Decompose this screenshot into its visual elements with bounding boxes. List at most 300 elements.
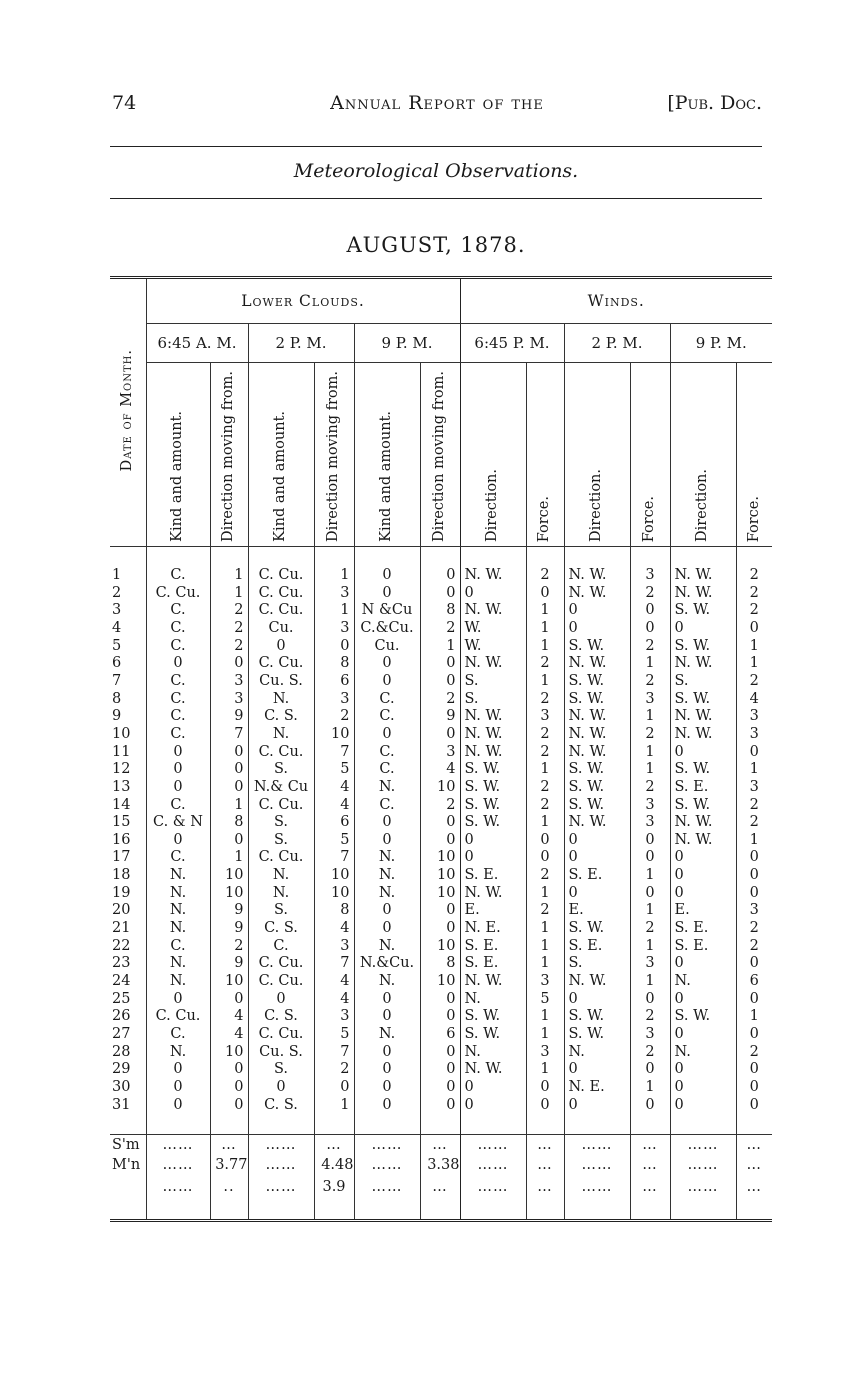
clouds-kind-9pm-cell: 0 [354,726,420,744]
clouds-dir-am-cell: 9 [210,955,248,973]
clouds-kind-9pm-cell: N. [354,973,420,991]
clouds-kind-am-cell: 0 [146,1061,210,1079]
col-direction-645pm: Direction. [460,363,526,547]
wind-dir-645pm-cell: S. W. [460,797,526,815]
wind-force-9pm-cell: 1 [736,832,772,850]
clouds-kind-am-cell: C. [146,567,210,585]
wind-dir-9pm-cell: N. W. [670,726,736,744]
clouds-dir-2pm-cell: 7 [314,744,354,762]
clouds-kind-9pm-cell: N &Cu [354,602,420,620]
clouds-kind-9pm-cell: 0 [354,1097,420,1115]
clouds-kind-2pm-cell: C. S. [248,1097,314,1115]
clouds-dir-am-cell: 4 [210,1026,248,1044]
wind-force-2pm-cell: 0 [630,602,670,620]
wind-dir-645pm-cell: S. W. [460,1008,526,1026]
lower-clouds-header: Lower Clouds. [146,278,460,324]
wind-force-2pm-cell: 0 [630,849,670,867]
wind-dir-645pm-cell: N. [460,991,526,1009]
clouds-kind-9pm-cell: N. [354,849,420,867]
wind-dir-2pm-cell: S. W. [564,920,630,938]
clouds-dir-9pm-cell: 0 [420,902,460,920]
clouds-kind-2pm-cell: C. S. [248,920,314,938]
wind-force-9pm-cell: 3 [736,708,772,726]
mean-am: 3.77 [210,1155,248,1175]
clouds-kind-am-cell: N. [146,955,210,973]
clouds-kind-am-cell: 0 [146,991,210,1009]
winds-time-2pm: 2 P. M. [564,324,670,363]
clouds-dir-2pm-cell: 0 [314,1079,354,1097]
wind-force-9pm-cell: 0 [736,885,772,903]
date-cell: 15 [112,814,131,831]
wind-force-2pm-cell: 2 [630,726,670,744]
clouds-dir-am-cell: 3 [210,691,248,709]
clouds-dir-2pm-cell: 3 [314,938,354,956]
clouds-dir-am-cell: 10 [210,1044,248,1062]
clouds-kind-am-cell: C. Cu. [146,1008,210,1026]
wind-dir-2pm-cell: 0 [564,620,630,638]
clouds-kind-am-cell: C. & N [146,814,210,832]
date-cell: 22 [112,937,131,954]
wind-force-9pm-cell: 2 [736,920,772,938]
wind-force-2pm-cell: 2 [630,1008,670,1026]
clouds-dir-am-cell: 0 [210,1061,248,1079]
clouds-dir-9pm-cell: 0 [420,920,460,938]
wind-force-645pm-cell: 2 [526,902,564,920]
clouds-kind-2pm-cell: Cu. S. [248,1044,314,1062]
clouds-kind-9pm-cell: C. [354,744,420,762]
clouds-dir-2pm-cell: 7 [314,955,354,973]
date-cell: 29 [112,1061,131,1078]
wind-dir-645pm-cell: N. W. [460,726,526,744]
wind-dir-2pm-cell: E. [564,902,630,920]
clouds-dir-2pm-cell: 2 [314,1061,354,1079]
wind-dir-9pm-cell: S. E. [670,779,736,797]
date-cell: 9 [112,708,122,725]
clouds-kind-am-cell: C. Cu. [146,585,210,603]
clouds-dir-am-cell: 0 [210,761,248,779]
table-row [110,655,772,673]
clouds-dir-9pm-cell: 2 [420,620,460,638]
wind-dir-645pm-cell: 0 [460,849,526,867]
clouds-kind-2pm-cell: 0 [248,638,314,656]
date-cell: 1 [112,566,122,583]
clouds-dir-9pm-cell: 0 [420,1044,460,1062]
clouds-dir-2pm-cell: 8 [314,655,354,673]
clouds-kind-2pm-cell: N. [248,691,314,709]
col-kind-9pm: Kind and amount. [354,363,420,547]
wind-dir-9pm-cell: E. [670,902,736,920]
wind-force-645pm-cell: 5 [526,991,564,1009]
clouds-dir-am-cell: 1 [210,797,248,815]
wind-force-2pm-cell: 2 [630,779,670,797]
clouds-kind-2pm-cell: N. [248,885,314,903]
clouds-kind-am-cell: N. [146,1044,210,1062]
clouds-dir-9pm-cell: 10 [420,885,460,903]
clouds-kind-am-cell: C. [146,797,210,815]
wind-force-645pm-cell: 2 [526,726,564,744]
clouds-kind-am-cell: 0 [146,1079,210,1097]
wind-force-645pm-cell: 2 [526,744,564,762]
wind-dir-9pm-cell: 0 [670,867,736,885]
clouds-dir-9pm-cell: 6 [420,1026,460,1044]
clouds-dir-9pm-cell: 0 [420,567,460,585]
wind-force-645pm-cell: 2 [526,797,564,815]
wind-force-2pm-cell: 0 [630,885,670,903]
wind-dir-2pm-cell: N. W. [564,744,630,762]
sum-row: S'm …… … …… … …… … …… … …… … …… … [110,1135,772,1156]
clouds-dir-9pm-cell: 10 [420,938,460,956]
wind-dir-645pm-cell: 0 [460,832,526,850]
header-rule [110,146,762,147]
clouds-dir-2pm-cell: 7 [314,849,354,867]
table-row [110,673,772,691]
table-row [110,602,772,620]
table-row [110,885,772,903]
wind-force-2pm-cell: 3 [630,814,670,832]
clouds-kind-2pm-cell: 0 [248,1079,314,1097]
page-header [112,92,762,116]
wind-dir-645pm-cell: S. W. [460,814,526,832]
mean-9pm: 3.38 [420,1155,460,1175]
wind-force-645pm-cell: 1 [526,602,564,620]
wind-dir-2pm-cell: S. W. [564,638,630,656]
date-cell: 2 [112,584,122,601]
wind-force-2pm-cell: 1 [630,973,670,991]
clouds-kind-2pm-cell: 0 [248,991,314,1009]
wind-force-9pm-cell: 0 [736,1061,772,1079]
clouds-kind-2pm-cell: C. Cu. [248,602,314,620]
wind-dir-2pm-cell: N. W. [564,585,630,603]
wind-dir-9pm-cell: S. W. [670,602,736,620]
running-right-title: [Pub. Doc. [667,92,762,114]
table-row [110,620,772,638]
clouds-dir-9pm-cell: 0 [420,1008,460,1026]
date-cell: 10 [112,725,131,742]
wind-force-2pm-cell: 2 [630,920,670,938]
wind-force-2pm-cell: 1 [630,655,670,673]
clouds-kind-9pm-cell: C.&Cu. [354,620,420,638]
date-cell: 5 [112,637,122,654]
month-title: AUGUST, 1878. [346,233,526,257]
clouds-dir-9pm-cell: 3 [420,744,460,762]
clouds-dir-am-cell: 0 [210,655,248,673]
clouds-dir-am-cell: 0 [210,744,248,762]
wind-dir-645pm-cell: S. [460,691,526,709]
wind-dir-645pm-cell: E. [460,902,526,920]
clouds-dir-2pm-cell: 3 [314,1008,354,1026]
col-dirmov-am: Direction moving from. [210,363,248,547]
clouds-dir-am-cell: 2 [210,602,248,620]
wind-dir-9pm-cell: S. E. [670,938,736,956]
clouds-dir-am-cell: 8 [210,814,248,832]
date-cell: 14 [112,796,131,813]
clouds-dir-am-cell: 1 [210,585,248,603]
wind-dir-9pm-cell: 0 [670,1026,736,1044]
clouds-kind-am-cell: C. [146,1026,210,1044]
section-title: Meteorological Observations. [293,160,579,182]
wind-force-9pm-cell: 2 [736,938,772,956]
clouds-dir-am-cell: 2 [210,638,248,656]
clouds-kind-9pm-cell: 0 [354,585,420,603]
clouds-kind-2pm-cell: C. Cu. [248,955,314,973]
wind-force-645pm-cell: 3 [526,708,564,726]
clouds-dir-2pm-cell: 4 [314,991,354,1009]
wind-dir-645pm-cell: S. E. [460,955,526,973]
wind-dir-9pm-cell: S. [670,673,736,691]
clouds-kind-2pm-cell: C. Cu. [248,744,314,762]
col-direction-9pm: Direction. [670,363,736,547]
wind-dir-2pm-cell: S. W. [564,1008,630,1026]
wind-dir-9pm-cell: S. W. [670,797,736,815]
clouds-kind-am-cell: C. [146,602,210,620]
clouds-kind-am-cell: N. [146,902,210,920]
wind-force-2pm-cell: 3 [630,797,670,815]
wind-force-2pm-cell: 3 [630,567,670,585]
clouds-dir-2pm-cell: 6 [314,673,354,691]
clouds-kind-am-cell: C. [146,849,210,867]
clouds-kind-am-cell: C. [146,673,210,691]
clouds-dir-2pm-cell: 8 [314,902,354,920]
date-cell: 6 [112,655,122,672]
wind-dir-645pm-cell: 0 [460,1097,526,1115]
col-dirmov-9pm: Direction moving from. [420,363,460,547]
wind-dir-2pm-cell: 0 [564,991,630,1009]
table-row [110,1044,772,1062]
clouds-dir-2pm-cell: 10 [314,867,354,885]
wind-dir-9pm-cell: N. [670,1044,736,1062]
wind-force-2pm-cell: 3 [630,955,670,973]
wind-dir-2pm-cell: 0 [564,1097,630,1115]
wind-dir-645pm-cell: W. [460,638,526,656]
clouds-kind-2pm-cell: Cu. [248,620,314,638]
clouds-kind-2pm-cell: C. Cu. [248,797,314,815]
table-row [110,761,772,779]
wind-force-9pm-cell: 0 [736,849,772,867]
wind-force-645pm-cell: 1 [526,673,564,691]
wind-dir-2pm-cell: N. W. [564,973,630,991]
wind-dir-9pm-cell: 0 [670,955,736,973]
clouds-dir-am-cell: 9 [210,708,248,726]
table-row [110,1079,772,1097]
wind-force-2pm-cell: 1 [630,1079,670,1097]
wind-dir-645pm-cell: N. W. [460,567,526,585]
wind-dir-645pm-cell: W. [460,620,526,638]
date-cell: 26 [112,1008,131,1025]
clouds-dir-9pm-cell: 10 [420,867,460,885]
table-row [110,797,772,815]
clouds-kind-am-cell: C. [146,708,210,726]
clouds-kind-2pm-cell: C. Cu. [248,567,314,585]
clouds-dir-9pm-cell: 0 [420,655,460,673]
clouds-dir-am-cell: 7 [210,726,248,744]
clouds-kind-9pm-cell: C. [354,797,420,815]
clouds-dir-2pm-cell: 5 [314,832,354,850]
clouds-kind-2pm-cell: N.& Cu [248,779,314,797]
table-row [110,814,772,832]
clouds-dir-2pm-cell: 4 [314,920,354,938]
clouds-dir-2pm-cell: 1 [314,567,354,585]
clouds-dir-9pm-cell: 10 [420,973,460,991]
wind-dir-9pm-cell: 0 [670,620,736,638]
clouds-dir-am-cell: 1 [210,849,248,867]
clouds-dir-2pm-cell: 10 [314,726,354,744]
wind-dir-9pm-cell: 0 [670,849,736,867]
wind-dir-645pm-cell: N. W. [460,1061,526,1079]
wind-force-9pm-cell: 0 [736,744,772,762]
wind-force-645pm-cell: 0 [526,849,564,867]
wind-dir-2pm-cell: N. W. [564,567,630,585]
clouds-kind-9pm-cell: 0 [354,902,420,920]
table-row [110,938,772,956]
wind-dir-9pm-cell: S. W. [670,1008,736,1026]
clouds-dir-9pm-cell: 0 [420,991,460,1009]
col-direction-2pm: Direction. [564,363,630,547]
wind-dir-2pm-cell: S. [564,955,630,973]
date-cell: 7 [112,672,122,689]
clouds-kind-2pm-cell: C. Cu. [248,849,314,867]
clouds-kind-9pm-cell: 0 [354,567,420,585]
wind-force-2pm-cell: 1 [630,938,670,956]
wind-force-9pm-cell: 2 [736,673,772,691]
date-cell: 4 [112,619,122,636]
date-cell: 31 [112,1096,131,1113]
clouds-kind-am-cell: N. [146,867,210,885]
table-row [110,902,772,920]
wind-force-645pm-cell: 1 [526,885,564,903]
clouds-kind-9pm-cell: 0 [354,655,420,673]
clouds-kind-9pm-cell: N. [354,1026,420,1044]
clouds-kind-2pm-cell: C. Cu. [248,655,314,673]
wind-dir-9pm-cell: 0 [670,991,736,1009]
table-row [110,691,772,709]
clouds-kind-am-cell: C. [146,726,210,744]
clouds-dir-2pm-cell: 6 [314,814,354,832]
table-row [110,1026,772,1044]
wind-dir-9pm-cell: 0 [670,885,736,903]
wind-force-645pm-cell: 1 [526,938,564,956]
clouds-kind-9pm-cell: Cu. [354,638,420,656]
wind-force-9pm-cell: 3 [736,902,772,920]
clouds-dir-2pm-cell: 2 [314,708,354,726]
clouds-dir-2pm-cell: 4 [314,973,354,991]
clouds-dir-2pm-cell: 5 [314,1026,354,1044]
wind-dir-9pm-cell: N. W. [670,567,736,585]
wind-dir-2pm-cell: N. W. [564,655,630,673]
clouds-time-9pm: 9 P. M. [354,324,460,363]
observations-table [110,276,772,1222]
wind-dir-645pm-cell: 0 [460,1079,526,1097]
wind-force-2pm-cell: 2 [630,638,670,656]
date-cell: 27 [112,1026,131,1043]
table-row [110,867,772,885]
wind-force-9pm-cell: 0 [736,991,772,1009]
wind-dir-2pm-cell: S. W. [564,761,630,779]
wind-dir-2pm-cell: S. W. [564,691,630,709]
col-force-9pm: Force. [736,363,772,547]
wind-force-9pm-cell: 0 [736,1079,772,1097]
clouds-kind-9pm-cell: 0 [354,1061,420,1079]
clouds-dir-am-cell: 10 [210,973,248,991]
clouds-dir-am-cell: 0 [210,991,248,1009]
date-cell: 3 [112,602,122,619]
col-dirmov-2pm: Direction moving from. [314,363,354,547]
wind-force-645pm-cell: 2 [526,779,564,797]
wind-force-645pm-cell: 1 [526,955,564,973]
mean-row: M'n …… 3.77 …… 4.48 …… 3.38 …… … …… … …… … [110,1155,772,1175]
wind-dir-645pm-cell: N. W. [460,973,526,991]
wind-force-2pm-cell: 1 [630,708,670,726]
wind-force-9pm-cell: 2 [736,602,772,620]
wind-force-2pm-cell: 1 [630,867,670,885]
date-cell: 13 [112,778,131,795]
clouds-dir-am-cell: 2 [210,938,248,956]
wind-dir-645pm-cell: 0 [460,585,526,603]
clouds-kind-am-cell: C. [146,938,210,956]
wind-dir-2pm-cell: N. W. [564,708,630,726]
clouds-dir-9pm-cell: 0 [420,585,460,603]
date-cell: 8 [112,690,122,707]
wind-dir-9pm-cell: N. W. [670,585,736,603]
clouds-kind-am-cell: C. [146,620,210,638]
clouds-dir-am-cell: 0 [210,1079,248,1097]
wind-dir-2pm-cell: N. E. [564,1079,630,1097]
wind-dir-9pm-cell: S. W. [670,691,736,709]
wind-dir-9pm-cell: N. W. [670,655,736,673]
wind-force-2pm-cell: 0 [630,1097,670,1115]
clouds-kind-2pm-cell: Cu. S. [248,673,314,691]
table-row [110,638,772,656]
clouds-kind-2pm-cell: C. S. [248,1008,314,1026]
col-kind-am: Kind and amount. [146,363,210,547]
wind-force-2pm-cell: 3 [630,1026,670,1044]
wind-dir-2pm-cell: 0 [564,885,630,903]
clouds-kind-9pm-cell: 0 [354,1079,420,1097]
clouds-kind-2pm-cell: C. [248,938,314,956]
date-column-header: Date of Month. [110,278,146,547]
wind-dir-645pm-cell: N. W. [460,655,526,673]
section-rule [110,198,762,199]
wind-dir-645pm-cell: S. W. [460,779,526,797]
clouds-dir-2pm-cell: 4 [314,779,354,797]
clouds-kind-9pm-cell: 0 [354,814,420,832]
wind-force-2pm-cell: 3 [630,691,670,709]
clouds-kind-2pm-cell: S. [248,832,314,850]
clouds-kind-9pm-cell: C. [354,691,420,709]
wind-force-9pm-cell: 1 [736,1008,772,1026]
date-cell: 16 [112,831,131,848]
wind-dir-2pm-cell: S. W. [564,797,630,815]
wind-force-645pm-cell: 0 [526,1097,564,1115]
clouds-kind-9pm-cell: N.&Cu. [354,955,420,973]
clouds-kind-9pm-cell: 0 [354,920,420,938]
wind-force-645pm-cell: 1 [526,1008,564,1026]
clouds-dir-2pm-cell: 3 [314,691,354,709]
wind-dir-2pm-cell: 0 [564,1061,630,1079]
clouds-dir-am-cell: 0 [210,779,248,797]
date-cell: 28 [112,1043,131,1060]
wind-dir-2pm-cell: S. E. [564,867,630,885]
wind-force-2pm-cell: 0 [630,1061,670,1079]
clouds-kind-am-cell: 0 [146,779,210,797]
clouds-dir-2pm-cell: 10 [314,885,354,903]
clouds-dir-2pm-cell: 1 [314,602,354,620]
table-row [110,920,772,938]
table-row [110,567,772,585]
clouds-dir-am-cell: 1 [210,567,248,585]
clouds-kind-am-cell: C. [146,691,210,709]
wind-force-645pm-cell: 2 [526,867,564,885]
wind-force-9pm-cell: 2 [736,1044,772,1062]
